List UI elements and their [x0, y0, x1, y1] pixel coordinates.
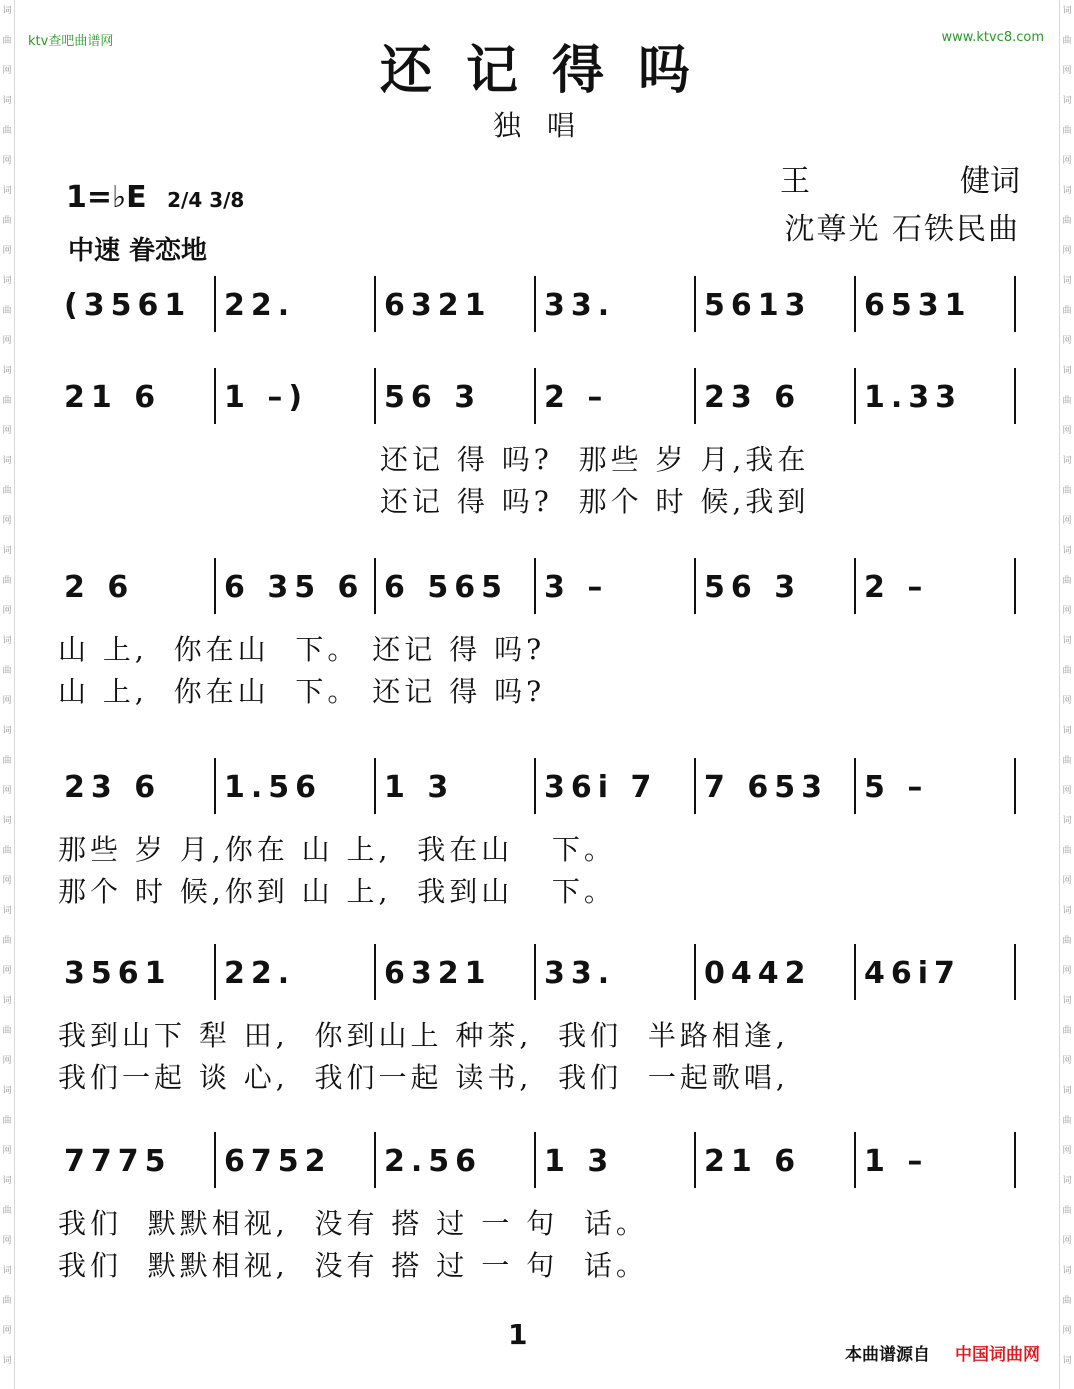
watermark-char: 网: [1062, 696, 1072, 706]
watermark-char: 词: [1062, 276, 1072, 286]
lyric-verse-2: 还记 得 吗? 那个 时 候,我到: [380, 485, 810, 518]
bar-line: [374, 758, 376, 814]
watermark-char: 词: [1062, 1086, 1072, 1096]
watermark-char: 曲: [1062, 846, 1072, 856]
measure-notes: 2 6: [64, 570, 135, 605]
watermark-char: 词: [2, 1356, 12, 1366]
watermark-char: 网: [1062, 426, 1072, 436]
bar-line: [534, 368, 536, 424]
watermark-char: 曲: [2, 36, 12, 46]
watermark-char: 网: [2, 336, 12, 346]
measure-notes: 6752: [224, 1144, 332, 1179]
measure-notes: 3561: [64, 956, 172, 991]
bar-line: [854, 558, 856, 614]
watermark-char: 网: [1062, 606, 1072, 616]
watermark-char: 曲: [2, 936, 12, 946]
measure-notes: 22.: [224, 956, 296, 991]
page-number: 1: [508, 1318, 528, 1351]
lyric-verse-1: 山 上, 你在山 下。 还记 得 吗?: [58, 633, 546, 666]
bar-line: [1014, 368, 1016, 424]
measure-notes: 1 –): [224, 380, 309, 415]
bar-line: [374, 1132, 376, 1188]
watermark-char: 曲: [1062, 576, 1072, 586]
lyric-verse-1: 我到山下 犁 田, 你到山上 种茶, 我们 半路相逢,: [58, 1019, 789, 1052]
watermark-char: 词: [1062, 726, 1072, 736]
watermark-char: 曲: [1062, 126, 1072, 136]
measure-notes: 6531: [864, 288, 972, 323]
watermark-char: 曲: [1062, 1206, 1072, 1216]
bar-line: [534, 1132, 536, 1188]
measure-notes: 1 3: [384, 770, 455, 805]
watermark-char: 网: [2, 1056, 12, 1066]
measure-notes: 7 653: [704, 770, 828, 805]
lyric-verse-2: 山 上, 你在山 下。 还记 得 吗?: [58, 675, 546, 708]
measure-notes: 46i7: [864, 956, 961, 991]
watermark-char: 词: [1062, 1176, 1072, 1186]
watermark-char: 词: [2, 816, 12, 826]
measure-notes: 5613: [704, 288, 812, 323]
measure-notes: 23 6: [64, 770, 162, 805]
watermark-char: 网: [1062, 336, 1072, 346]
watermark-char: 词: [2, 636, 12, 646]
watermark-char: 曲: [2, 1116, 12, 1126]
bar-line: [374, 276, 376, 332]
bar-line: [214, 1132, 216, 1188]
watermark-char: 网: [2, 156, 12, 166]
measure-notes: 1 3: [544, 1144, 615, 1179]
bar-line: [694, 368, 696, 424]
measure-notes: 33.: [544, 288, 616, 323]
watermark-char: 词: [1062, 546, 1072, 556]
watermark-char: 曲: [2, 486, 12, 496]
footer-source-label: 本曲谱源自: [845, 1345, 930, 1365]
watermark-char: 词: [1062, 636, 1072, 646]
measure-notes: 23 6: [704, 380, 802, 415]
watermark-char: 网: [2, 876, 12, 886]
watermark-char: 曲: [2, 126, 12, 136]
composer-credit: 沈尊光 石铁民曲: [784, 212, 1020, 247]
watermark-char: 曲: [1062, 1296, 1072, 1306]
bar-line: [854, 758, 856, 814]
watermark-char: 词: [2, 996, 12, 1006]
measure-notes: 5 –: [864, 770, 929, 805]
bar-line: [854, 1132, 856, 1188]
watermark-char: 曲: [2, 576, 12, 586]
measure-notes: 1.33: [864, 380, 963, 415]
measure-notes: 2 –: [544, 380, 609, 415]
lyricist-name-a: 王: [780, 164, 810, 199]
bar-line: [694, 276, 696, 332]
measure-notes: 6321: [384, 956, 492, 991]
watermark-char: 网: [1062, 1326, 1072, 1336]
measure-notes: 33.: [544, 956, 616, 991]
measure-notes: 0442: [704, 956, 812, 991]
bar-line: [374, 558, 376, 614]
measure-notes: 2.56: [384, 1144, 483, 1179]
watermark-char: 词: [2, 456, 12, 466]
watermark-char: 曲: [2, 1026, 12, 1036]
watermark-char: 曲: [2, 396, 12, 406]
watermark-char: 词: [1062, 1266, 1072, 1276]
score-row: [0, 1140, 1074, 1282]
lyric-verse-2: 我们一起 谈 心, 我们一起 读书, 我们 一起歌唱,: [58, 1061, 789, 1094]
bar-line: [1014, 276, 1016, 332]
watermark-char: 词: [1062, 906, 1072, 916]
measure-notes: 2 –: [864, 570, 929, 605]
measure-notes: 36i 7: [544, 770, 658, 805]
watermark-char: 词: [2, 186, 12, 196]
watermark-char: 词: [1062, 996, 1072, 1006]
lyric-verse-1: 我们 默默相视, 没有 搭 过 一 句 话。: [58, 1207, 648, 1240]
site-link-right[interactable]: www.ktvc8.com: [941, 30, 1044, 45]
score-row: [0, 376, 1074, 518]
key-signature: [66, 180, 244, 215]
measure-notes: 6 565: [384, 570, 508, 605]
bar-line: [694, 944, 696, 1000]
bar-line: [214, 758, 216, 814]
key-label: 1=♭E: [66, 180, 147, 215]
watermark-char: 网: [1062, 516, 1072, 526]
watermark-char: 曲: [1062, 666, 1072, 676]
lyric-verse-2: 我们 默默相视, 没有 搭 过 一 句 话。: [58, 1249, 648, 1282]
watermark-char: 词: [1062, 96, 1072, 106]
watermark-char: 曲: [2, 846, 12, 856]
measure-notes: 21 6: [64, 380, 162, 415]
watermark-char: 词: [2, 1176, 12, 1186]
lyricist-credit: [780, 156, 1020, 200]
watermark-char: 网: [1062, 1056, 1072, 1066]
watermark-char: 曲: [2, 1296, 12, 1306]
watermark-char: 网: [1062, 786, 1072, 796]
watermark-char: 网: [1062, 876, 1072, 886]
watermark-char: 网: [2, 246, 12, 256]
watermark-char: 网: [1062, 156, 1072, 166]
watermark-char: 词: [2, 6, 12, 16]
site-link-left[interactable]: ktv查吧曲谱网: [28, 34, 114, 49]
bar-line: [1014, 558, 1016, 614]
bar-line: [694, 558, 696, 614]
watermark-char: 曲: [1062, 486, 1072, 496]
watermark-char: 曲: [2, 756, 12, 766]
bar-line: [854, 276, 856, 332]
watermark-char: 网: [2, 966, 12, 976]
watermark-char: 网: [1062, 1146, 1072, 1156]
watermark-char: 词: [1062, 456, 1072, 466]
measure-notes: 3 –: [544, 570, 609, 605]
song-title: 还记得吗: [379, 40, 724, 101]
watermark-char: 网: [1062, 966, 1072, 976]
watermark-char: 网: [1062, 246, 1072, 256]
bar-line: [534, 944, 536, 1000]
score-row: [0, 566, 1074, 708]
watermark-char: 网: [1062, 66, 1072, 76]
bar-line: [534, 558, 536, 614]
watermark-char: 词: [2, 546, 12, 556]
watermark-char: 曲: [1062, 936, 1072, 946]
watermark-char: 词: [1062, 816, 1072, 826]
watermark-char: 词: [2, 1266, 12, 1276]
measure-notes: (3561: [64, 288, 192, 323]
watermark-char: 网: [2, 1326, 12, 1336]
watermark-char: 词: [2, 1086, 12, 1096]
watermark-char: 曲: [2, 216, 12, 226]
watermark-char: 曲: [1062, 216, 1072, 226]
watermark-char: 词: [2, 96, 12, 106]
tempo-marking: 中速 眷恋地: [68, 236, 208, 266]
bar-line: [1014, 1132, 1016, 1188]
watermark-char: 词: [1062, 186, 1072, 196]
score-row: [0, 952, 1074, 1094]
watermark-char: 曲: [2, 1206, 12, 1216]
watermark-char: 曲: [1062, 1116, 1072, 1126]
watermark-char: 网: [2, 66, 12, 76]
bar-line: [214, 276, 216, 332]
watermark-char: 曲: [1062, 1026, 1072, 1036]
watermark-char: 词: [1062, 366, 1072, 376]
measure-notes: 22.: [224, 288, 296, 323]
lyricist-name-b: 健词: [960, 164, 1020, 199]
watermark-char: 网: [2, 606, 12, 616]
measure-notes: 21 6: [704, 1144, 802, 1179]
time-signature: 2/4 3/8: [167, 188, 245, 212]
watermark-char: 网: [2, 696, 12, 706]
score-row: [0, 284, 1074, 332]
bar-line: [374, 368, 376, 424]
watermark-char: 词: [2, 906, 12, 916]
watermark-char: 词: [2, 366, 12, 376]
measure-notes: 6 35 6: [224, 570, 365, 605]
watermark-char: 网: [2, 1236, 12, 1246]
lyric-verse-1: 那些 岁 月,你在 山 上, 我在山 下。: [58, 833, 616, 866]
measure-notes: 6321: [384, 288, 492, 323]
measure-notes: 56 3: [704, 570, 802, 605]
watermark-char: 词: [1062, 6, 1072, 16]
measure-notes: 56 3: [384, 380, 482, 415]
watermark-char: 网: [1062, 1236, 1072, 1246]
watermark-char: 网: [2, 516, 12, 526]
bar-line: [854, 944, 856, 1000]
measure-notes: 7775: [64, 1144, 172, 1179]
watermark-char: 曲: [1062, 756, 1072, 766]
song-subtitle: 独唱: [492, 109, 601, 142]
bar-line: [854, 368, 856, 424]
watermark-char: 曲: [1062, 306, 1072, 316]
bar-line: [214, 368, 216, 424]
watermark-char: 词: [1062, 1356, 1072, 1366]
watermark-char: 网: [2, 1146, 12, 1156]
bar-line: [1014, 944, 1016, 1000]
score-row: [0, 766, 1074, 908]
measure-notes: 1 –: [864, 1144, 929, 1179]
watermark-char: 曲: [1062, 396, 1072, 406]
watermark-char: 网: [2, 786, 12, 796]
watermark-char: 曲: [2, 666, 12, 676]
lyric-verse-2: 那个 时 候,你到 山 上, 我到山 下。: [58, 875, 616, 908]
watermark-char: 词: [2, 276, 12, 286]
watermark-char: 网: [2, 426, 12, 436]
bar-line: [214, 944, 216, 1000]
bar-line: [534, 758, 536, 814]
bar-line: [694, 1132, 696, 1188]
bar-line: [1014, 758, 1016, 814]
bar-line: [694, 758, 696, 814]
watermark-char: 词: [2, 726, 12, 736]
watermark-char: 曲: [1062, 36, 1072, 46]
footer-source-site[interactable]: 中国词曲网: [955, 1345, 1040, 1365]
bar-line: [534, 276, 536, 332]
lyric-verse-1: 还记 得 吗? 那些 岁 月,我在: [380, 443, 810, 476]
measure-notes: 1.56: [224, 770, 323, 805]
bar-line: [374, 944, 376, 1000]
bar-line: [214, 558, 216, 614]
watermark-char: 曲: [2, 306, 12, 316]
